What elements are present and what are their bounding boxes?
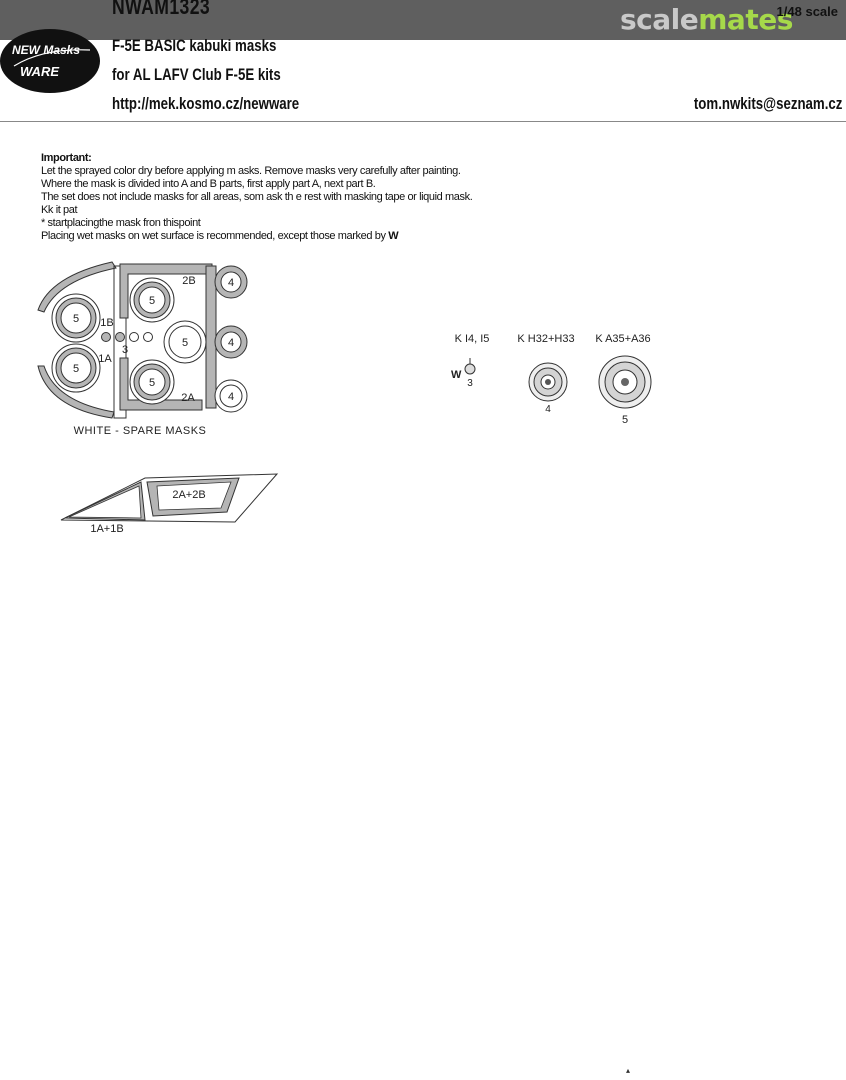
spare-masks-label: WHITE - SPARE MASKS: [73, 425, 207, 437]
product-code: NWAM1323: [112, 0, 211, 19]
mask-label: 3: [121, 344, 129, 356]
instruction-line: Kk it pat: [41, 204, 78, 216]
canopy-front-label: 2A+2B: [172, 489, 206, 501]
mask-label: 5: [148, 295, 156, 307]
mask-label: 2A: [181, 392, 195, 404]
mask-label: 5: [72, 313, 80, 325]
newware-logo: [0, 26, 102, 96]
part-5-drawing: [599, 356, 651, 426]
part-number: 3: [467, 378, 473, 389]
scalemates-watermark: scalemates: [620, 3, 793, 36]
part-number: 5: [621, 414, 629, 426]
mask-sheet: [30, 258, 270, 443]
svg-text:W: W: [451, 369, 462, 381]
part-number: 4: [545, 404, 551, 415]
instruction-line: Placing wet masks on wet surface is recommended, except those marked by W: [41, 230, 399, 242]
wet-mask-symbol: W: [388, 230, 399, 242]
mask-label: 1B: [100, 317, 114, 329]
mask-label: 5: [72, 363, 80, 375]
header-divider: [0, 121, 846, 122]
logo-text-bottom: WARE: [20, 64, 59, 79]
mask-label: 4: [227, 277, 235, 289]
instructions-block: [41, 152, 472, 243]
mask-label: 5: [148, 377, 156, 389]
canopy-diagram: [55, 470, 285, 540]
mask-label: 4: [227, 337, 235, 349]
product-title: F-5E BASIC kabuki masks: [112, 36, 277, 55]
page-mark: ▴: [626, 1066, 631, 1075]
part-kit-label: K I4, I5: [454, 333, 490, 345]
mask-label: 5: [181, 337, 189, 349]
instruction-line: Let the sprayed color dry before applying m asks. Remove masks very carefully after painting.: [41, 165, 461, 177]
scale-label: 1/48 scale: [776, 4, 838, 19]
mask-label: 4: [227, 391, 235, 403]
mask-label: 1A: [98, 353, 112, 365]
email-link[interactable]: tom.nwkits@seznam.cz: [693, 94, 842, 113]
canopy-rear-label: 1A+1B: [90, 523, 124, 535]
instructions-heading: Important:: [41, 152, 92, 164]
parts-diagram: [440, 328, 670, 428]
instruction-line: The set does not include masks for all areas, som ask th e rest with masking tape or liquid mask.: [41, 191, 473, 203]
mask-label: 2B: [182, 275, 196, 287]
instruction-line: Where the mask is divided into A and B parts, first apply part A, next part B.: [41, 178, 376, 190]
part-4-drawing: [529, 363, 567, 415]
product-subtitle: for AL LAFV Club F-5E kits: [112, 65, 281, 84]
website-link[interactable]: http://mek.kosmo.cz/newware: [112, 94, 300, 113]
instruction-line: * startplacingthe mask fron thispoint: [41, 217, 201, 229]
part-kit-label: K H32+H33: [517, 333, 575, 345]
part-3-drawing: [451, 358, 475, 389]
part-kit-label: K A35+A36: [595, 333, 651, 345]
logo-text-top: NEW Masks: [12, 43, 81, 57]
